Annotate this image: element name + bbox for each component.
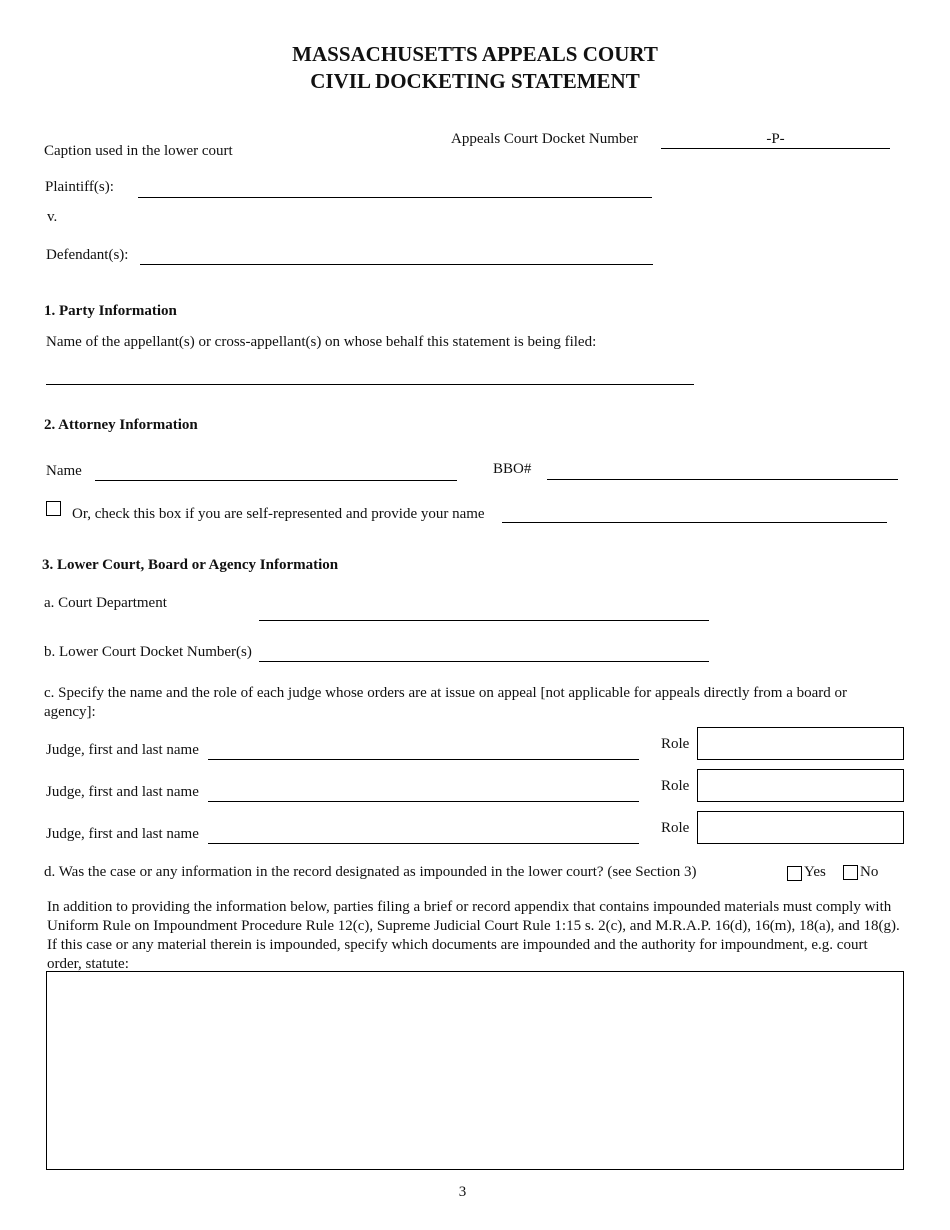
caption-label: Caption used in the lower court [44, 143, 233, 159]
section1-heading: 1. Party Information [44, 303, 177, 319]
appellant-name-field[interactable] [46, 384, 694, 385]
self-represented-label: Or, check this box if you are self-represented and provide your name [72, 506, 485, 522]
self-represented-name-field[interactable] [502, 522, 887, 523]
impounded-question: d. Was the case or any information in the record designated as impounded in the lower court? (see Section 3) [44, 864, 697, 880]
role-field[interactable] [697, 727, 904, 760]
form-title-line2: CIVIL DOCKETING STATEMENT [310, 69, 640, 93]
defendant-label: Defendant(s): [46, 247, 129, 263]
judge-name-field[interactable] [208, 759, 639, 760]
page-number: 3 [458, 1184, 467, 1200]
attorney-name-label: Name [46, 463, 82, 479]
appeals-docket-value: -P- [766, 131, 785, 147]
impound-instructions: In addition to providing the information below, parties filing a brief or record appendix that contains impounded materials must comply with Uniform Rule on Impoundment Procedure Rule 12(c), Supreme Judicial Court Rule 1:15 s. 2(c), and M.R.A.P. 16(d), 16(m), 18(a), and 18(g). If this case or any material therein is impounded, specify which documents are impounded and the authority for impoundment, e.g. court order, statute: [47, 899, 900, 972]
judge-name-field[interactable] [208, 801, 639, 802]
appeals-docket-label: Appeals Court Docket Number [451, 131, 639, 147]
section3-heading: 3. Lower Court, Board or Agency Information [42, 557, 339, 573]
lower-docket-label: b. Lower Court Docket Number(s) [44, 644, 252, 660]
role-label: Role [661, 820, 690, 836]
bbo-field[interactable] [547, 479, 898, 480]
court-department-field[interactable] [259, 620, 709, 621]
defendant-field[interactable] [140, 264, 653, 265]
versus-label: v. [47, 209, 58, 225]
impounded-yes-label: Yes [804, 864, 826, 880]
impounded-documents-textarea[interactable] [46, 971, 904, 1170]
plaintiff-label: Plaintiff(s): [45, 179, 114, 195]
impounded-yes-checkbox[interactable] [787, 866, 802, 881]
judge-name-field[interactable] [208, 843, 639, 844]
role-field[interactable] [697, 769, 904, 802]
form-title-line1: MASSACHUSETTS APPEALS COURT [292, 42, 658, 66]
court-department-label: a. Court Department [44, 595, 167, 611]
lower-docket-field[interactable] [259, 661, 709, 662]
attorney-name-field[interactable] [95, 480, 457, 481]
impounded-no-checkbox[interactable] [843, 865, 858, 880]
appeals-docket-field[interactable] [661, 148, 890, 149]
judge-label: Judge, first and last name [46, 826, 199, 842]
self-represented-checkbox[interactable] [46, 501, 61, 516]
plaintiff-field[interactable] [138, 197, 652, 198]
section2-heading: 2. Attorney Information [44, 417, 198, 433]
judge-label: Judge, first and last name [46, 784, 199, 800]
bbo-label: BBO# [493, 461, 532, 477]
impounded-no-label: No [860, 864, 879, 880]
judge-label: Judge, first and last name [46, 742, 199, 758]
role-label: Role [661, 736, 690, 752]
judges-prompt: c. Specify the name and the role of each judge whose orders are at issue on appeal [not applicable for appeals directly from a board or agency]: [44, 685, 848, 720]
appellant-prompt: Name of the appellant(s) or cross-appellant(s) on whose behalf this statement is being filed: [46, 334, 597, 350]
role-field[interactable] [697, 811, 904, 844]
role-label: Role [661, 778, 690, 794]
